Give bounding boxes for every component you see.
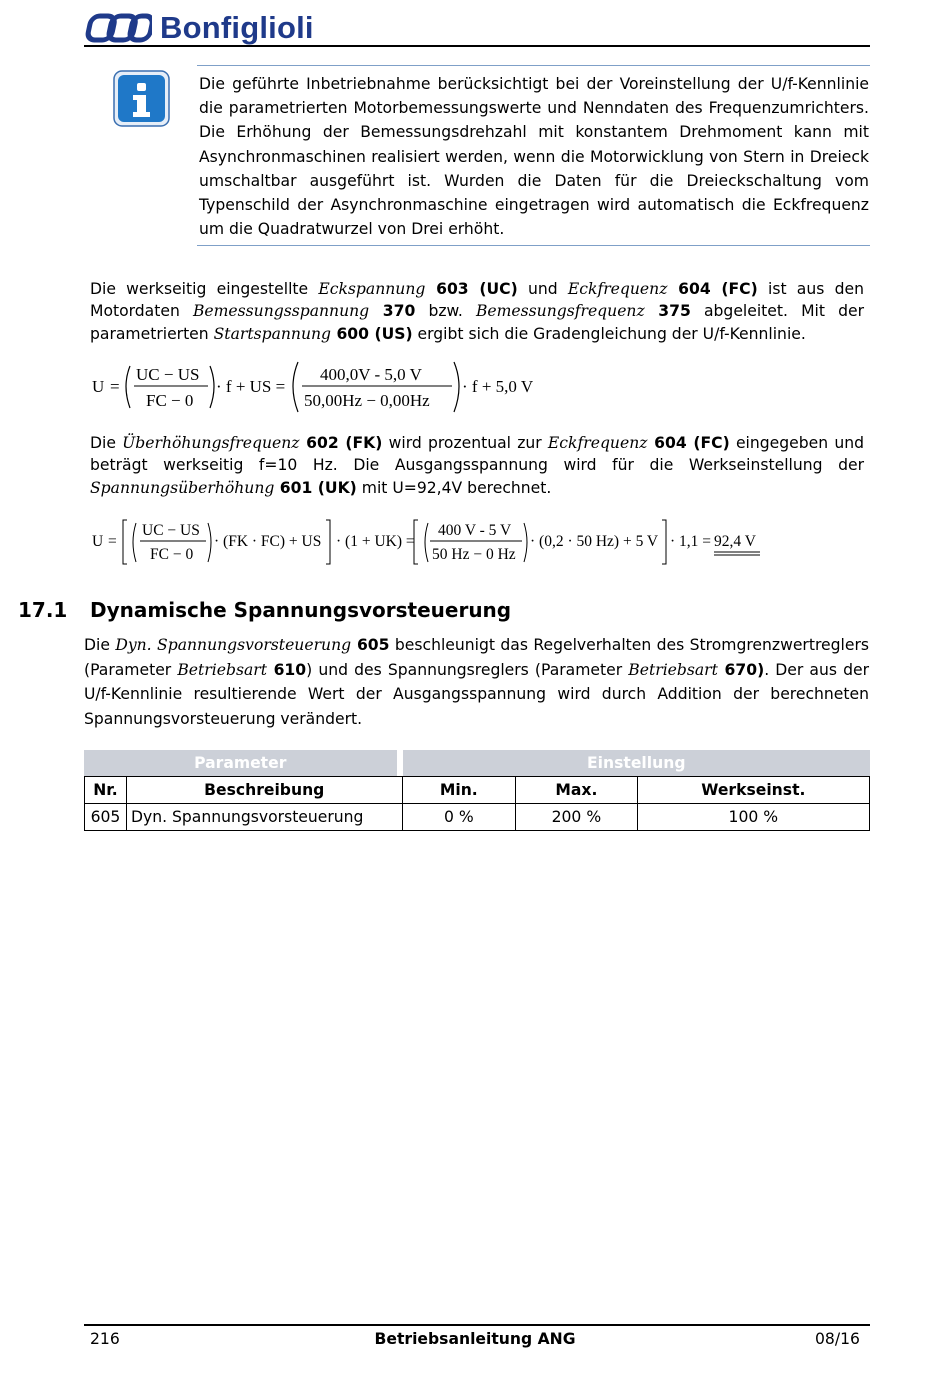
- group-header-einstellung: Einstellung: [403, 750, 871, 776]
- table-row: [84, 804, 870, 831]
- table-group-header: [84, 750, 870, 776]
- svg-text:FC − 0: FC − 0: [150, 546, 194, 563]
- svg-text:· 1,1 =: · 1,1 =: [670, 533, 712, 550]
- table-column-header: [84, 776, 870, 804]
- svg-text:· f + US =: · f + US =: [216, 377, 286, 396]
- svg-text:400 V - 5 V: 400 V - 5 V: [438, 522, 512, 539]
- footer-date: 08/16: [815, 1330, 860, 1348]
- svg-text:· (1 + UK) =: · (1 + UK) =: [336, 533, 415, 550]
- table-cell: Dyn. Spannungsvorsteuerung: [127, 804, 403, 831]
- section-heading: [18, 598, 511, 622]
- header-rule: [84, 45, 870, 47]
- svg-text:92,4 V: 92,4 V: [714, 533, 756, 550]
- paragraph-uf-curve: Die werkseitig eingestellte Eckspannung 603 (UC) und Eckfrequenz 604 (FC) ist aus den Motordaten Bemessungsspannung 370 bzw. Bemessungsfrequenz 375 abgeleitet. Mit der parametrierten Startspannung 600 (US) ergibt sich die Gradengleichung der U/f-Kennlinie.: [90, 280, 864, 343]
- group-header-parameter: Parameter: [84, 750, 397, 776]
- bonfiglioli-logo-icon: [84, 10, 152, 46]
- table-cell: 605: [84, 804, 127, 831]
- section-title: Dynamische Spannungsvorsteuerung: [90, 598, 512, 622]
- formula-output-voltage: [90, 514, 780, 570]
- svg-text:=: =: [108, 533, 117, 550]
- info-icon: [113, 70, 170, 127]
- svg-text:FC − 0: FC − 0: [146, 391, 194, 410]
- note-text: Die geführte Inbetriebnahme berücksichtigt bei der Voreinstellung der U/f-Kennlinie die parametrierten Motorbemessungswerte und Nenndaten des Frequenzumrichters. Die Erhöhung der Bemessungsdrehzahl mit konstantem Drehmoment kann mit Asynchronmaschinen realisiert werden, wenn die Motorwicklung von Stern in Dreieck umschaltbar ausgeführt ist. Wurden die Daten für die Dreieckschaltung vom Typenschild der Asynchronmaschine eingetragen wird automatisch die Eckfrequenz um die Quadratwurzel von Drei erhöht.: [199, 75, 869, 239]
- formula-uf-line: [90, 358, 560, 414]
- paragraph-voltage-precontrol: Die Dyn. Spannungsvorsteuerung 605 beschleunigt das Regelverhalten des Stromgrenzwertreglers (Parameter Betriebsart 610) und des Spannungsreglers (Parameter Betriebsart 670). Der aus der U/f-Kennlinie resultierende Wert der Ausgangsspannung wird durch Addition der berechneten Spannungsvorsteuerung verändert.: [84, 636, 870, 728]
- brand-name: Bonfiglioli: [160, 10, 314, 45]
- column-header: Beschreibung: [127, 776, 403, 804]
- svg-text:=: =: [110, 377, 120, 396]
- header-logo: [84, 8, 314, 48]
- svg-text:· (0,2 · 50 Hz) + 5 V: · (0,2 · 50 Hz) + 5 V: [530, 533, 659, 550]
- svg-text:· f + 5,0 V: · f + 5,0 V: [462, 377, 534, 396]
- svg-text:UC − US: UC − US: [136, 365, 200, 384]
- footer-title: Betriebsanleitung ANG: [374, 1330, 576, 1348]
- footer-page-number: 216: [90, 1330, 120, 1348]
- column-header: Max.: [516, 776, 638, 804]
- svg-text:U: U: [92, 533, 104, 550]
- table-cell: 200 %: [516, 804, 638, 831]
- table-cell: 0 %: [403, 804, 517, 831]
- svg-text:U: U: [92, 377, 105, 396]
- svg-text:50,00Hz − 0,00Hz: 50,00Hz − 0,00Hz: [304, 391, 430, 410]
- svg-text:400,0V - 5,0 V: 400,0V - 5,0 V: [320, 365, 422, 384]
- note-top-rule: [197, 65, 870, 66]
- table-cell: 100 %: [638, 804, 870, 831]
- section-number: 17.1: [18, 598, 68, 622]
- note-bottom-rule: [197, 245, 870, 246]
- paragraph-boost-frequency: Die Überhöhungsfrequenz 602 (FK) wird prozentual zur Eckfrequenz 604 (FC) eingegeben und beträgt werkseitig f=10 Hz. Die Ausgangsspannung wird für die Werkseinstellung der Spannungsüberhöhung 601 (UK) mit U=92,4V berechnet.: [90, 434, 865, 497]
- parameter-table: [84, 750, 870, 831]
- column-header: Nr.: [84, 776, 127, 804]
- column-header: Werkseinst.: [638, 776, 870, 804]
- svg-text:· (FK · FC) + US: · (FK · FC) + US: [214, 533, 322, 550]
- svg-text:UC − US: UC − US: [142, 522, 200, 539]
- footer-rule: [84, 1324, 870, 1326]
- svg-text:50 Hz − 0 Hz: 50 Hz − 0 Hz: [432, 546, 516, 563]
- column-header: Min.: [403, 776, 517, 804]
